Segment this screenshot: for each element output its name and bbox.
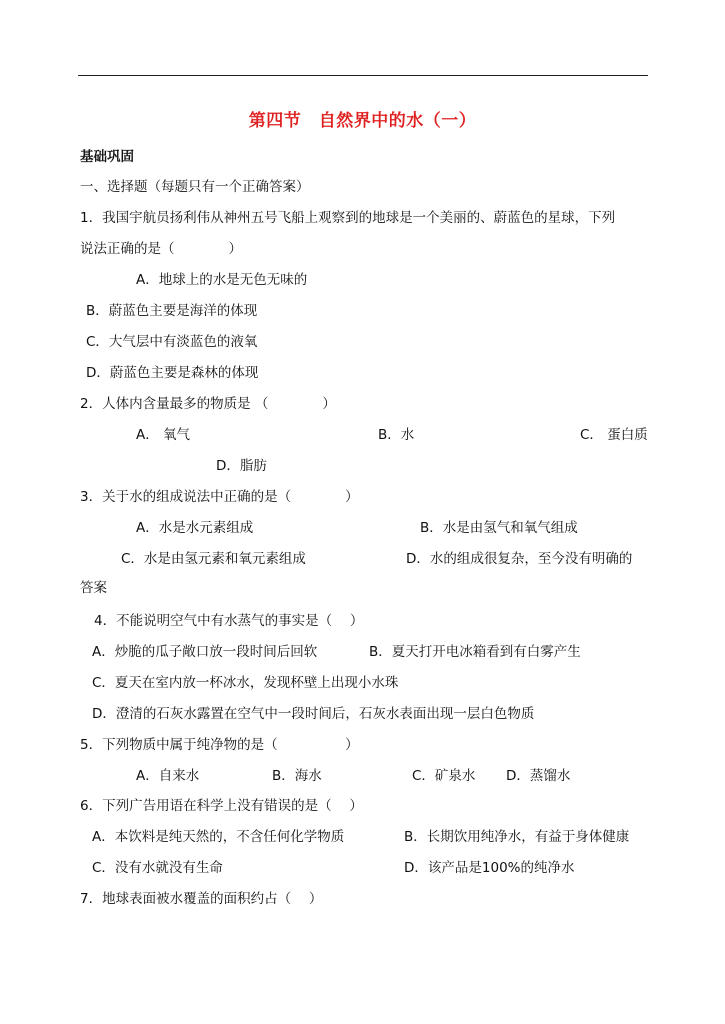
q1-option-c: C．大气层中有淡蓝色的液氧 xyxy=(86,334,258,350)
q6-option-d: D．该产品是100%的纯净水 xyxy=(404,860,575,876)
q6-option-a: A．本饮料是纯天然的，不含任何化学物质 xyxy=(92,829,345,845)
q2-option-b: B．水 xyxy=(378,427,415,443)
page-title: 第四节 自然界中的水（一） xyxy=(248,111,477,131)
q5-option-d: D．蒸馏水 xyxy=(506,768,571,784)
q4-stem: 4．不能说明空气中有水蒸气的事实是（ ） xyxy=(94,613,364,629)
q1-stem-line2: 说法正确的是（ ） xyxy=(80,241,242,257)
q6-option-b: B．长期饮用纯净水，有益于身体健康 xyxy=(404,829,630,845)
section-heading: 基础巩固 xyxy=(80,149,134,165)
q6-stem: 6．下列广告用语在科学上没有错误的是（ ） xyxy=(80,798,363,814)
q1-option-a: A．地球上的水是无色无味的 xyxy=(136,272,308,288)
q7-stem: 7．地球表面被水覆盖的面积约占（ ） xyxy=(80,891,323,907)
q5-option-a: A．自来水 xyxy=(136,768,200,784)
q4-option-b: B．夏天打开电冰箱看到有白雾产生 xyxy=(369,644,581,660)
q1-option-d: D．蔚蓝色主要是森林的体现 xyxy=(86,365,259,381)
q4-option-d: D．澄清的石灰水露置在空气中一段时间后，石灰水表面出现一层白色物质 xyxy=(92,706,535,722)
q3-option-a: A．水是水元素组成 xyxy=(136,520,254,536)
q3-option-c: C．水是由氢元素和氧元素组成 xyxy=(121,551,306,567)
q1-option-b: B．蔚蓝色主要是海洋的体现 xyxy=(86,303,258,319)
q3-stem: 3．关于水的组成说法中正确的是（ ） xyxy=(80,489,359,505)
q5-stem: 5．下列物质中属于纯净物的是（ ） xyxy=(80,737,359,753)
q3-option-d: D．水的组成很复杂，至今没有明确的 xyxy=(406,551,633,567)
q6-option-c: C．没有水就没有生命 xyxy=(92,860,223,876)
q1-stem-line1: 1．我国宇航员扬利伟从神州五号飞船上观察到的地球是一个美丽的、蔚蓝色的星球，下列 xyxy=(80,210,616,226)
q5-option-c: C．矿泉水 xyxy=(412,768,476,784)
q4-option-a: A．炒脆的瓜子敞口放一段时间后回软 xyxy=(92,644,318,660)
header-rule xyxy=(78,75,648,76)
q3-option-b: B．水是由氢气和氧气组成 xyxy=(420,520,578,536)
part-label: 一、选择题（每题只有一个正确答案） xyxy=(80,179,310,195)
q2-option-d: D．脂肪 xyxy=(216,458,267,474)
q3-option-d-continuation: 答案 xyxy=(80,580,107,596)
q2-stem: 2．人体内含量最多的物质是 （ ） xyxy=(80,396,336,412)
q4-option-c: C．夏天在室内放一杯冰水，发现杯壁上出现小水珠 xyxy=(92,675,399,691)
q5-option-b: B．海水 xyxy=(272,768,322,784)
q2-option-c: C． 蛋白质 xyxy=(580,427,648,443)
q2-option-a: A． 氧气 xyxy=(136,427,191,443)
